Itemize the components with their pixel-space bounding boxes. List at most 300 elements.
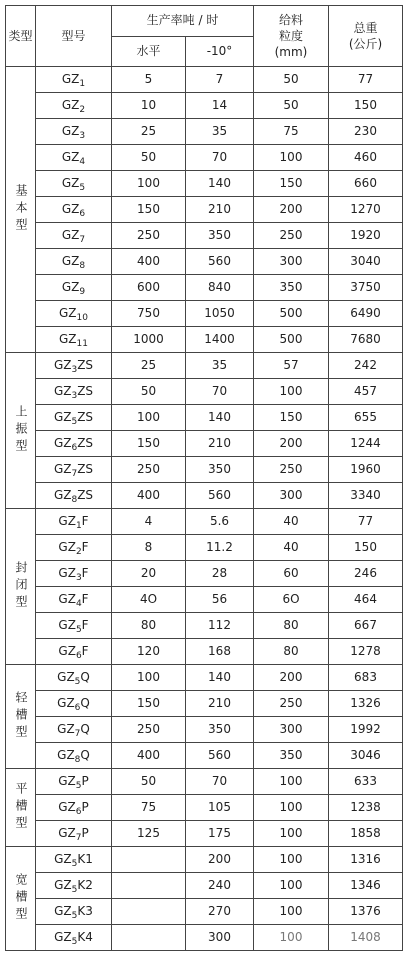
horizontal-rate-cell: 4O <box>112 587 186 613</box>
header-weight-line1: 总重 <box>353 21 378 35</box>
model-prefix: GZ <box>53 410 72 424</box>
feed-size-cell: 100 <box>254 821 329 847</box>
group-label: 封闭型 <box>6 509 36 665</box>
model-suffix: F <box>81 592 89 606</box>
table-row <box>6 379 403 405</box>
model-cell <box>36 873 112 899</box>
model-subscript: 4 <box>75 599 82 609</box>
feed-size-cell: 150 <box>254 405 329 431</box>
angle-rate-cell: 105 <box>186 795 254 821</box>
header-weight-line2: (公斤) <box>348 37 383 51</box>
model-prefix: GZ <box>54 878 72 892</box>
horizontal-rate-cell: 10 <box>112 93 186 119</box>
model-cell <box>36 821 112 847</box>
horizontal-rate-cell: 100 <box>112 405 186 431</box>
table-row <box>6 561 403 587</box>
header-rate: 生产率吨 / 时 <box>112 6 254 37</box>
model-suffix: K1 <box>77 852 93 866</box>
model-prefix: GZ <box>61 98 80 112</box>
model-cell <box>36 483 112 509</box>
model-cell <box>36 353 112 379</box>
model-suffix: Q <box>80 748 90 762</box>
angle-rate-cell: 210 <box>186 691 254 717</box>
model-cell <box>36 743 112 769</box>
feed-size-cell: 200 <box>254 431 329 457</box>
model-suffix: ZS <box>77 358 94 372</box>
feed-size-cell: 50 <box>254 93 329 119</box>
model-cell <box>36 275 112 301</box>
feed-size-cell: 40 <box>254 535 329 561</box>
model-prefix: GZ <box>58 774 76 788</box>
feed-size-cell: 300 <box>254 717 329 743</box>
weight-cell: 230 <box>329 119 403 145</box>
model-cell <box>36 769 112 795</box>
horizontal-rate-cell: 150 <box>112 691 186 717</box>
feed-size-cell: 500 <box>254 327 329 353</box>
weight-cell: 1992 <box>329 717 403 743</box>
model-subscript: 5 <box>71 859 78 869</box>
weight-cell: 1920 <box>329 223 403 249</box>
horizontal-rate-cell: 1000 <box>112 327 186 353</box>
angle-rate-cell: 112 <box>186 613 254 639</box>
table-body <box>6 67 403 951</box>
horizontal-rate-cell: 50 <box>112 769 186 795</box>
table-row <box>6 483 403 509</box>
model-prefix: GZ <box>57 696 75 710</box>
angle-rate-cell: 11.2 <box>186 535 254 561</box>
group-label: 宽槽型 <box>6 847 36 951</box>
model-cell <box>36 587 112 613</box>
angle-rate-cell: 14 <box>186 93 254 119</box>
angle-rate-cell: 840 <box>186 275 254 301</box>
feed-size-cell: 150 <box>254 171 329 197</box>
table-row <box>6 67 403 93</box>
model-subscript: 6 <box>74 703 81 713</box>
weight-cell: 1238 <box>329 795 403 821</box>
model-subscript: 5 <box>74 677 81 687</box>
model-cell <box>36 249 112 275</box>
model-prefix: GZ <box>53 384 72 398</box>
angle-rate-cell: 350 <box>186 223 254 249</box>
spec-table <box>5 5 403 951</box>
model-prefix: GZ <box>61 202 80 216</box>
model-suffix: Q <box>80 722 90 736</box>
horizontal-rate-cell: 400 <box>112 743 186 769</box>
table-row <box>6 457 403 483</box>
feed-size-cell: 100 <box>254 769 329 795</box>
model-cell <box>36 561 112 587</box>
model-cell <box>36 301 112 327</box>
model-subscript: 2 <box>75 547 82 557</box>
horizontal-rate-cell: 4 <box>112 509 186 535</box>
model-cell <box>36 379 112 405</box>
angle-rate-cell: 140 <box>186 665 254 691</box>
model-prefix: GZ <box>61 228 80 242</box>
table-row <box>6 145 403 171</box>
weight-cell: 464 <box>329 587 403 613</box>
angle-rate-cell: 168 <box>186 639 254 665</box>
feed-size-cell: 50 <box>254 67 329 93</box>
feed-size-cell: 500 <box>254 301 329 327</box>
feed-size-cell: 100 <box>254 379 329 405</box>
angle-rate-cell: 175 <box>186 821 254 847</box>
model-subscript: 8 <box>71 495 78 505</box>
horizontal-rate-cell: 75 <box>112 795 186 821</box>
model-prefix: GZ <box>58 540 76 554</box>
feed-size-cell: 350 <box>254 275 329 301</box>
model-cell <box>36 67 112 93</box>
model-cell <box>36 717 112 743</box>
weight-cell: 667 <box>329 613 403 639</box>
table-row <box>6 223 403 249</box>
horizontal-rate-cell: 25 <box>112 353 186 379</box>
table-row <box>6 717 403 743</box>
model-subscript: 8 <box>79 261 86 271</box>
weight-cell: 77 <box>329 67 403 93</box>
model-suffix: F <box>81 540 89 554</box>
horizontal-rate-cell: 50 <box>112 145 186 171</box>
horizontal-rate-cell: 120 <box>112 639 186 665</box>
angle-rate-cell: 35 <box>186 353 254 379</box>
horizontal-rate-cell <box>112 899 186 925</box>
angle-rate-cell: 560 <box>186 743 254 769</box>
weight-cell: 1244 <box>329 431 403 457</box>
model-suffix: P <box>81 800 89 814</box>
header-feed-line1: 给料 <box>278 13 303 27</box>
model-cell <box>36 639 112 665</box>
table-row <box>6 509 403 535</box>
feed-size-cell: 200 <box>254 665 329 691</box>
angle-rate-cell: 7 <box>186 67 254 93</box>
feed-size-cell: 350 <box>254 743 329 769</box>
weight-cell: 1270 <box>329 197 403 223</box>
model-suffix: ZS <box>77 384 94 398</box>
table-row <box>6 847 403 873</box>
model-cell <box>36 795 112 821</box>
model-prefix: GZ <box>61 150 80 164</box>
angle-rate-cell: 300 <box>186 925 254 951</box>
table-row <box>6 743 403 769</box>
feed-size-cell: 57 <box>254 353 329 379</box>
model-prefix: GZ <box>61 280 80 294</box>
model-suffix: F <box>81 514 89 528</box>
horizontal-rate-cell: 50 <box>112 379 186 405</box>
model-cell <box>36 899 112 925</box>
model-subscript: 3 <box>71 365 78 375</box>
header-feed-line2: 粒度 <box>278 29 303 43</box>
model-subscript: 5 <box>71 885 78 895</box>
weight-cell: 3046 <box>329 743 403 769</box>
weight-cell: 246 <box>329 561 403 587</box>
model-cell <box>36 665 112 691</box>
model-cell <box>36 431 112 457</box>
model-subscript: 1 <box>75 521 82 531</box>
feed-size-cell: 80 <box>254 639 329 665</box>
model-prefix: GZ <box>54 904 72 918</box>
horizontal-rate-cell: 150 <box>112 431 186 457</box>
horizontal-rate-cell <box>112 873 186 899</box>
weight-cell: 660 <box>329 171 403 197</box>
model-prefix: GZ <box>53 436 72 450</box>
model-prefix: GZ <box>59 332 77 346</box>
header-model: 型号 <box>36 6 112 67</box>
angle-rate-cell: 56 <box>186 587 254 613</box>
model-prefix: GZ <box>54 930 72 944</box>
table-row <box>6 119 403 145</box>
weight-cell: 1960 <box>329 457 403 483</box>
model-cell <box>36 535 112 561</box>
model-cell <box>36 145 112 171</box>
model-suffix: P <box>81 826 89 840</box>
feed-size-cell: 250 <box>254 457 329 483</box>
model-cell <box>36 457 112 483</box>
model-prefix: GZ <box>61 72 80 86</box>
horizontal-rate-cell: 250 <box>112 457 186 483</box>
table-row <box>6 93 403 119</box>
model-subscript: 6 <box>75 807 82 817</box>
model-cell <box>36 925 112 951</box>
table-row <box>6 353 403 379</box>
model-subscript: 5 <box>71 937 78 947</box>
header-feed <box>254 6 329 67</box>
model-prefix: GZ <box>58 592 76 606</box>
table-row <box>6 431 403 457</box>
table-row <box>6 899 403 925</box>
table-row <box>6 587 403 613</box>
model-cell <box>36 613 112 639</box>
model-suffix: F <box>81 618 89 632</box>
horizontal-rate-cell <box>112 925 186 951</box>
model-cell <box>36 197 112 223</box>
table-row <box>6 821 403 847</box>
model-subscript: 6 <box>71 443 78 453</box>
header-weight <box>329 6 403 67</box>
table-row <box>6 613 403 639</box>
header-type: 类型 <box>6 6 36 67</box>
model-suffix: ZS <box>77 410 94 424</box>
weight-cell: 460 <box>329 145 403 171</box>
feed-size-cell: 60 <box>254 561 329 587</box>
weight-cell: 1376 <box>329 899 403 925</box>
angle-rate-cell: 350 <box>186 717 254 743</box>
feed-size-cell: 100 <box>254 873 329 899</box>
weight-cell: 457 <box>329 379 403 405</box>
feed-size-cell: 250 <box>254 223 329 249</box>
model-subscript: 6 <box>75 651 82 661</box>
model-suffix: ZS <box>77 488 94 502</box>
model-prefix: GZ <box>59 306 77 320</box>
angle-rate-cell: 1400 <box>186 327 254 353</box>
feed-size-cell: 75 <box>254 119 329 145</box>
model-suffix: Q <box>80 696 90 710</box>
model-suffix: ZS <box>77 436 94 450</box>
horizontal-rate-cell: 400 <box>112 483 186 509</box>
model-subscript: 2 <box>79 105 86 115</box>
model-subscript: 5 <box>75 625 82 635</box>
weight-cell: 655 <box>329 405 403 431</box>
horizontal-rate-cell: 250 <box>112 223 186 249</box>
model-subscript: 9 <box>79 287 86 297</box>
model-suffix: K3 <box>77 904 93 918</box>
model-subscript: 4 <box>79 157 86 167</box>
table-row <box>6 535 403 561</box>
table-header <box>6 6 403 67</box>
model-subscript: 7 <box>75 833 82 843</box>
weight-cell: 150 <box>329 535 403 561</box>
model-prefix: GZ <box>58 618 76 632</box>
table-row <box>6 769 403 795</box>
group-label: 轻槽型 <box>6 665 36 769</box>
table-row <box>6 327 403 353</box>
angle-rate-cell: 35 <box>186 119 254 145</box>
table-row <box>6 639 403 665</box>
horizontal-rate-cell: 80 <box>112 613 186 639</box>
feed-size-cell: 100 <box>254 795 329 821</box>
angle-rate-cell: 70 <box>186 769 254 795</box>
model-prefix: GZ <box>58 566 76 580</box>
model-subscript: 1 <box>79 79 86 89</box>
feed-size-cell: 6O <box>254 587 329 613</box>
model-prefix: GZ <box>61 254 80 268</box>
weight-cell: 1408 <box>329 925 403 951</box>
angle-rate-cell: 560 <box>186 249 254 275</box>
weight-cell: 633 <box>329 769 403 795</box>
weight-cell: 1346 <box>329 873 403 899</box>
angle-rate-cell: 1050 <box>186 301 254 327</box>
angle-rate-cell: 28 <box>186 561 254 587</box>
angle-rate-cell: 140 <box>186 171 254 197</box>
model-suffix: Q <box>80 670 90 684</box>
model-cell <box>36 405 112 431</box>
group-label: 平槽型 <box>6 769 36 847</box>
group-label: 上振型 <box>6 353 36 509</box>
angle-rate-cell: 270 <box>186 899 254 925</box>
model-prefix: GZ <box>58 514 76 528</box>
table-row <box>6 795 403 821</box>
model-suffix: F <box>81 566 89 580</box>
angle-rate-cell: 210 <box>186 197 254 223</box>
feed-size-cell: 100 <box>254 847 329 873</box>
model-prefix: GZ <box>53 358 72 372</box>
weight-cell: 3750 <box>329 275 403 301</box>
model-prefix: GZ <box>58 826 76 840</box>
horizontal-rate-cell: 750 <box>112 301 186 327</box>
angle-rate-cell: 5.6 <box>186 509 254 535</box>
model-subscript: 3 <box>75 573 82 583</box>
horizontal-rate-cell: 20 <box>112 561 186 587</box>
model-cell <box>36 171 112 197</box>
model-suffix: K4 <box>77 930 93 944</box>
model-prefix: GZ <box>61 124 80 138</box>
horizontal-rate-cell: 5 <box>112 67 186 93</box>
horizontal-rate-cell: 100 <box>112 665 186 691</box>
model-subscript: 7 <box>74 729 81 739</box>
model-subscript: 3 <box>71 391 78 401</box>
angle-rate-cell: 200 <box>186 847 254 873</box>
weight-cell: 1278 <box>329 639 403 665</box>
angle-rate-cell: 140 <box>186 405 254 431</box>
table-row <box>6 665 403 691</box>
model-suffix: K2 <box>77 878 93 892</box>
angle-rate-cell: 70 <box>186 379 254 405</box>
horizontal-rate-cell: 600 <box>112 275 186 301</box>
table-row <box>6 249 403 275</box>
model-prefix: GZ <box>57 722 75 736</box>
model-subscript: 5 <box>71 417 78 427</box>
model-prefix: GZ <box>61 176 80 190</box>
model-subscript: 5 <box>79 183 86 193</box>
model-cell <box>36 93 112 119</box>
table-row <box>6 691 403 717</box>
group-label: 基本型 <box>6 67 36 353</box>
table-row <box>6 301 403 327</box>
model-prefix: GZ <box>57 748 75 762</box>
header-angle: -10° <box>186 36 254 67</box>
horizontal-rate-cell <box>112 847 186 873</box>
feed-size-cell: 100 <box>254 145 329 171</box>
feed-size-cell: 40 <box>254 509 329 535</box>
feed-size-cell: 80 <box>254 613 329 639</box>
model-subscript: 3 <box>79 131 86 141</box>
angle-rate-cell: 70 <box>186 145 254 171</box>
feed-size-cell: 300 <box>254 483 329 509</box>
model-subscript: 7 <box>79 235 86 245</box>
model-prefix: GZ <box>54 852 72 866</box>
model-prefix: GZ <box>57 670 75 684</box>
horizontal-rate-cell: 100 <box>112 171 186 197</box>
model-subscript: 10 <box>76 313 88 323</box>
weight-cell: 242 <box>329 353 403 379</box>
horizontal-rate-cell: 150 <box>112 197 186 223</box>
table-row <box>6 925 403 951</box>
weight-cell: 150 <box>329 93 403 119</box>
horizontal-rate-cell: 400 <box>112 249 186 275</box>
model-cell <box>36 327 112 353</box>
model-prefix: GZ <box>58 644 76 658</box>
feed-size-cell: 300 <box>254 249 329 275</box>
angle-rate-cell: 350 <box>186 457 254 483</box>
weight-cell: 7680 <box>329 327 403 353</box>
model-subscript: 6 <box>79 209 86 219</box>
table-row <box>6 197 403 223</box>
model-suffix: P <box>81 774 89 788</box>
horizontal-rate-cell: 25 <box>112 119 186 145</box>
feed-size-cell: 100 <box>254 899 329 925</box>
table-row <box>6 873 403 899</box>
model-cell <box>36 691 112 717</box>
model-subscript: 11 <box>76 339 88 349</box>
model-subscript: 7 <box>71 469 78 479</box>
model-subscript: 8 <box>74 755 81 765</box>
model-prefix: GZ <box>53 488 72 502</box>
weight-cell: 1326 <box>329 691 403 717</box>
feed-size-cell: 100 <box>254 925 329 951</box>
angle-rate-cell: 560 <box>186 483 254 509</box>
model-cell <box>36 847 112 873</box>
weight-cell: 3340 <box>329 483 403 509</box>
weight-cell: 77 <box>329 509 403 535</box>
header-feed-line3: (mm) <box>274 45 308 59</box>
model-prefix: GZ <box>53 462 72 476</box>
table-row <box>6 171 403 197</box>
model-subscript: 5 <box>71 911 78 921</box>
model-cell <box>36 509 112 535</box>
feed-size-cell: 250 <box>254 691 329 717</box>
weight-cell: 1316 <box>329 847 403 873</box>
model-cell <box>36 223 112 249</box>
table-row <box>6 275 403 301</box>
model-cell <box>36 119 112 145</box>
